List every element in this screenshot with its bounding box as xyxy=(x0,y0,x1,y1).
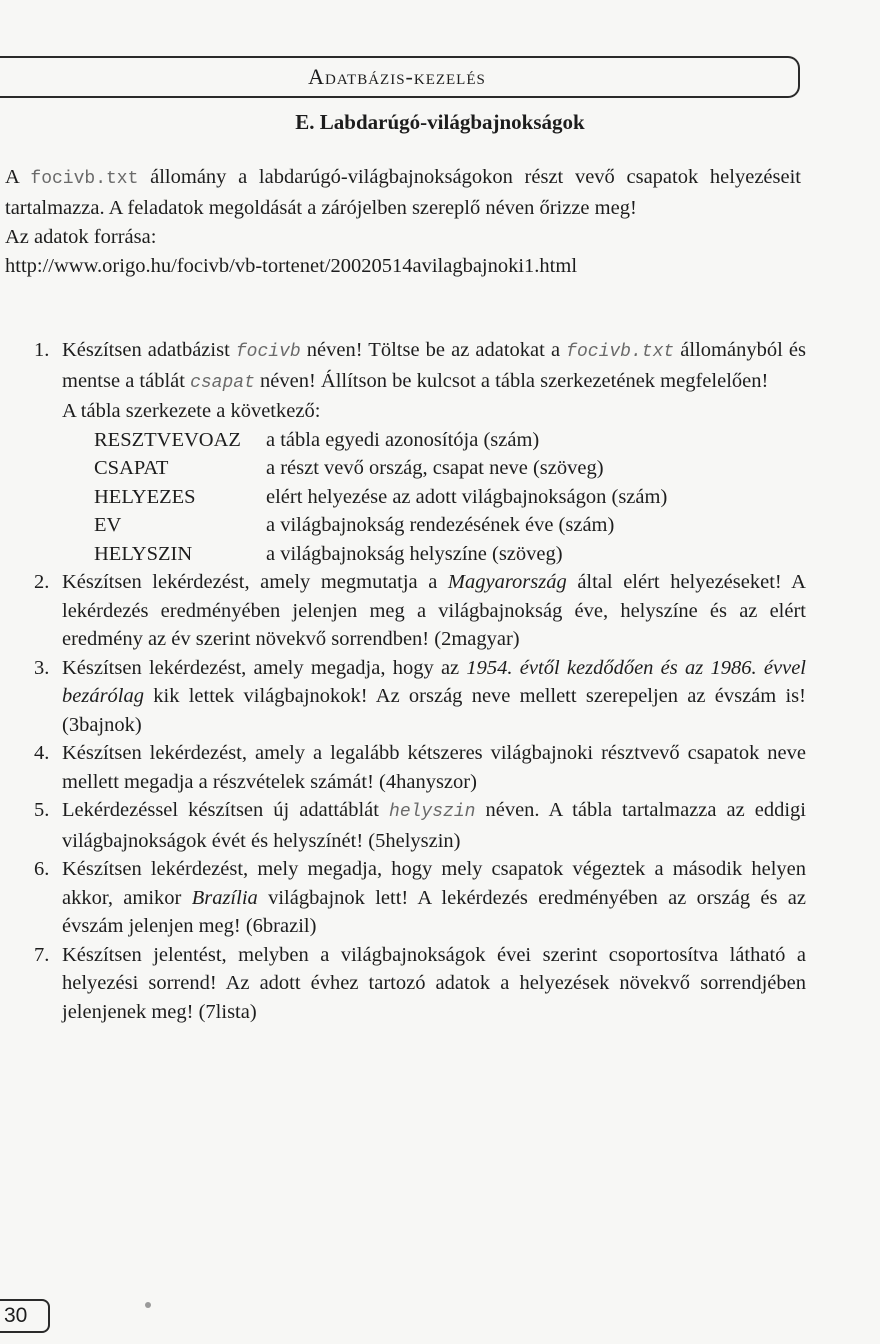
intro-text-part: állomány a labdarúgó-világbajnokságokon részt vevő csapatok helyezéseit tartalmazza. A feladatok megoldását a zárójelben szereplő néven őrizze meg! xyxy=(5,166,801,219)
file-name: focivb.txt xyxy=(30,169,139,189)
section-title: Adatbázis-kezelés xyxy=(308,64,486,89)
table-name: helyszin xyxy=(389,802,476,822)
field-name: HELYEZES xyxy=(94,485,196,508)
task-item xyxy=(0,654,806,740)
task-number: 3. xyxy=(34,656,50,679)
task-text xyxy=(62,654,806,740)
task-number: 1. xyxy=(34,339,50,361)
task-text xyxy=(62,796,806,855)
task-item xyxy=(0,739,806,796)
field-description: elért helyezése az adott világbajnokságon (szám) xyxy=(266,485,668,508)
task-text-part: néven! Töltse be az adatokat a xyxy=(300,339,567,361)
emphasis: 1954. évtől kezdődően és az 1986. évvel bezárólag xyxy=(62,656,806,707)
task-item xyxy=(0,568,806,654)
task-item xyxy=(0,336,806,568)
task-text-part: által elért helyezéseket! A lekérdezés eredményében jelenjen meg a világbajnokság éve, helyszíne és az elért eredmény az év szerint növekvő sorrendben! (2magyar) xyxy=(62,571,806,650)
task-text-part: világbajnok lett! A lekérdezés eredményében az ország és az évszám jelenjen meg! (6brazil) xyxy=(62,886,807,937)
task-text xyxy=(62,336,806,397)
page-subtitle: E. Labdarúgó-világbajnokságok xyxy=(295,110,585,134)
task-text-part: néven. A tábla tartalmazza az eddigi világbajnokságok évét és helyszínét! (5helyszin) xyxy=(62,799,806,852)
task-text: Készítsen lekérdezést, amely a legalább kétszeres világbajnoki résztvevő csapatok neve mellett megadja a részvételek számát! (4hanyszor) xyxy=(62,742,806,793)
task-text: Készítsen jelentést, melyben a világbajnokságok évei szerint csoportosítva látható a helyezési sorrend! Az adott évhez tartozó adatok a helyezések növekvő sorrendjében jelenjenek meg! (7lista) xyxy=(62,943,806,1023)
table-row xyxy=(94,454,667,483)
field-name: CSAPAT xyxy=(94,457,169,479)
page-number: 30 xyxy=(4,1304,28,1327)
task-item xyxy=(0,796,806,855)
structure-table xyxy=(94,426,667,569)
field-description: a részt vevő ország, csapat neve (szöveg) xyxy=(266,457,604,479)
db-name: focivb xyxy=(235,342,301,362)
task-number: 7. xyxy=(34,943,50,966)
file-name: focivb.txt xyxy=(566,342,675,362)
structure-intro: A tábla szerkezete a következő: xyxy=(62,400,321,422)
intro-text-part: A xyxy=(5,166,31,188)
field-name: HELYSZIN xyxy=(94,542,193,565)
task-number: 2. xyxy=(34,571,50,593)
task-list xyxy=(0,336,806,1026)
print-speck xyxy=(145,1302,151,1308)
field-description: a világbajnokság helyszíne (szöveg) xyxy=(266,542,563,565)
intro-paragraph xyxy=(5,163,801,223)
page-number-box xyxy=(0,1299,50,1333)
field-description: a tábla egyedi azonosítója (szám) xyxy=(266,428,540,451)
table-name: csapat xyxy=(190,372,255,393)
task-text-part: Készítsen lekérdezést, mely megadja, hogy mely csapatok végeztek a második helyen akkor, amikor xyxy=(62,858,806,909)
field-description: a világbajnokság rendezésének éve (szám) xyxy=(266,514,615,536)
table-row xyxy=(94,540,667,569)
source-url: http://www.origo.hu/focivb/vb-tortenet/20020514avilagbajnoki1.html xyxy=(5,255,578,277)
task-text-part: néven! Állítson be kulcsot a tábla szerkezetének megfelelően! xyxy=(254,369,769,392)
field-name: RESZTVEVOAZ xyxy=(94,428,241,451)
task-number: 4. xyxy=(34,742,50,764)
emphasis: Brazília xyxy=(191,886,258,909)
table-row xyxy=(94,426,667,455)
task-text xyxy=(62,568,806,654)
table-row xyxy=(94,483,667,512)
task-item xyxy=(0,941,806,1027)
task-text-part: Lekérdezéssel készítsen új adattáblát xyxy=(62,799,390,821)
task-text-part: kik lettek világbajnokok! Az ország neve mellett szerepeljen az évszám is! (3bajnok) xyxy=(62,685,806,736)
task-text-part: Készítsen lekérdezést, amely megmutatja a xyxy=(62,571,448,593)
task-text-part: Készítsen lekérdezést, amely megadja, hogy az xyxy=(62,656,467,679)
task-number: 6. xyxy=(34,858,50,880)
field-name: EV xyxy=(94,514,122,536)
table-row xyxy=(94,511,667,540)
task-number: 5. xyxy=(34,799,50,821)
task-text xyxy=(62,855,806,941)
task-item xyxy=(0,855,806,941)
section-header-box xyxy=(0,56,800,98)
source-label: Az adatok forrása: xyxy=(5,226,157,248)
task-text-part: állományból és mentse a táblát xyxy=(62,339,806,392)
emphasis: Magyarország xyxy=(447,571,567,593)
task-text-part: Készítsen adatbázist xyxy=(62,339,236,361)
intro-text xyxy=(5,163,801,281)
